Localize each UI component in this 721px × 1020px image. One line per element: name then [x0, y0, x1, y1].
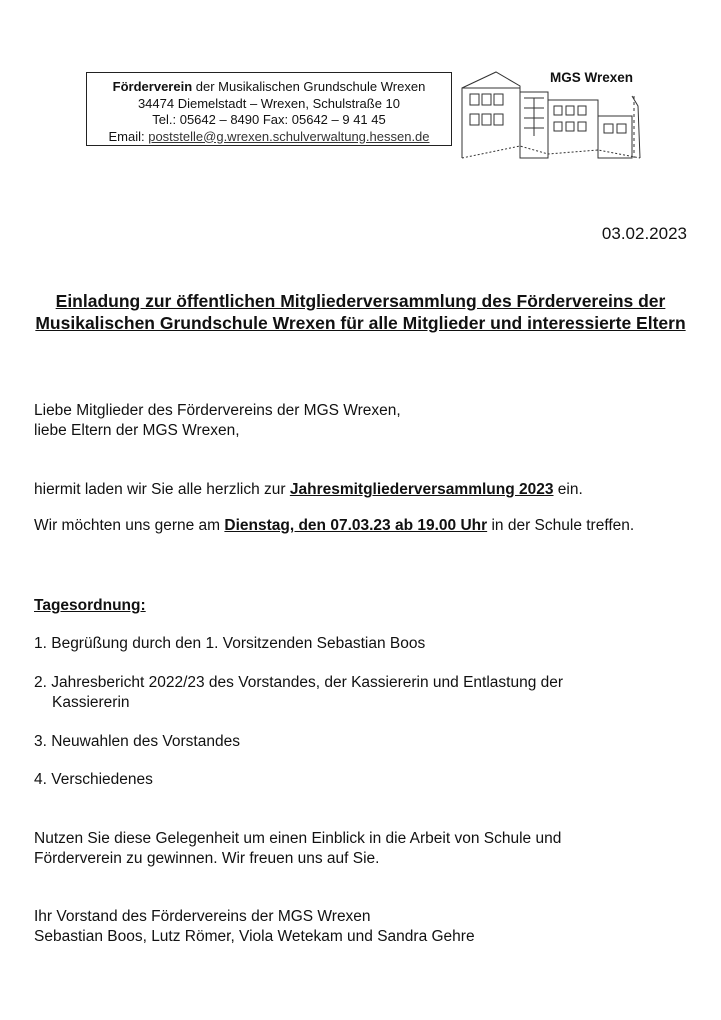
agenda-item-4-text: 4. Verschiedenes [34, 771, 153, 788]
letter-date: 03.02.2023 [601, 224, 687, 243]
email-link[interactable]: poststelle@g.wrexen.schulverwaltung.hessen.de [148, 128, 430, 144]
agenda-heading: Tagesordnung: [34, 597, 146, 614]
agenda-item-2-text: 2. Jahresbericht 2022/23 des Vorstandes, der Kassiererin und Entlastung der [34, 674, 564, 691]
mgs-logo-label: MGS Wrexen [550, 70, 634, 85]
closing-paragraph: Nutzen Sie diese Gelegenheit um einen Einblick in die Arbeit von Schule und Förderverein zu gewinnen. Wir freuen uns auf Sie. [34, 830, 562, 867]
meeting-highlight: Dienstag, den 07.03.23 ab 19.00 Uhr [224, 517, 488, 534]
letterhead-email-line [87, 129, 451, 146]
greeting-line-1: Liebe Mitglieder des Fördervereins der MGS Wrexen, [34, 402, 401, 419]
agenda-item-2 [34, 673, 684, 713]
greeting-line-2: liebe Eltern der MGS Wrexen, [34, 422, 240, 439]
signature-block [34, 907, 684, 947]
invite-highlight: Jahresmitgliederversammlung 2023 [289, 481, 554, 498]
agenda-item-3-text: 3. Neuwahlen des Vorstandes [34, 733, 240, 750]
letterhead-phone-fax: Tel.: 05642 – 8490 Fax: 05642 – 9 41 45 [152, 112, 386, 127]
agenda-item-3 [34, 732, 684, 752]
letterhead-box [86, 72, 452, 146]
greeting [34, 401, 684, 441]
agenda-item-4 [34, 770, 684, 790]
letterhead-org-rest: der Musikalischen Grundschule Wrexen [192, 79, 426, 94]
meeting-post: in der Schule treffen. [487, 517, 635, 534]
letter-title: Einladung zur öffentlichen Mitgliederversammlung des Fördervereins der Musikalischen Grundschule Wrexen für alle Mitglieder und interessierte Eltern [35, 291, 686, 333]
agenda-item-1-text: 1. Begrüßung durch den 1. Vorsitzenden Sebastian Boos [34, 635, 426, 652]
signature-line-1: Ihr Vorstand des Fördervereins der MGS Wrexen [34, 908, 371, 925]
letterhead-org-name: Förderverein [112, 79, 193, 94]
invite-pre: hiermit laden wir Sie alle herzlich zur [34, 481, 290, 498]
agenda-item-1 [34, 634, 684, 654]
letterhead-address: 34474 Diemelstadt – Wrexen, Schulstraße 10 [137, 95, 401, 111]
invitation-paragraph [34, 480, 684, 500]
letterhead-line-1 [87, 79, 451, 96]
meeting-paragraph [34, 516, 654, 536]
meeting-pre: Wir möchten uns gerne am [34, 517, 225, 534]
agenda-item-2-continuation: Kassiererin [52, 694, 130, 711]
signature-names: Sebastian Boos, Lutz Römer, Viola Wetekam und Sandra Gehre [34, 928, 475, 945]
invite-post: ein. [553, 481, 583, 498]
email-label: Email: [108, 128, 149, 144]
